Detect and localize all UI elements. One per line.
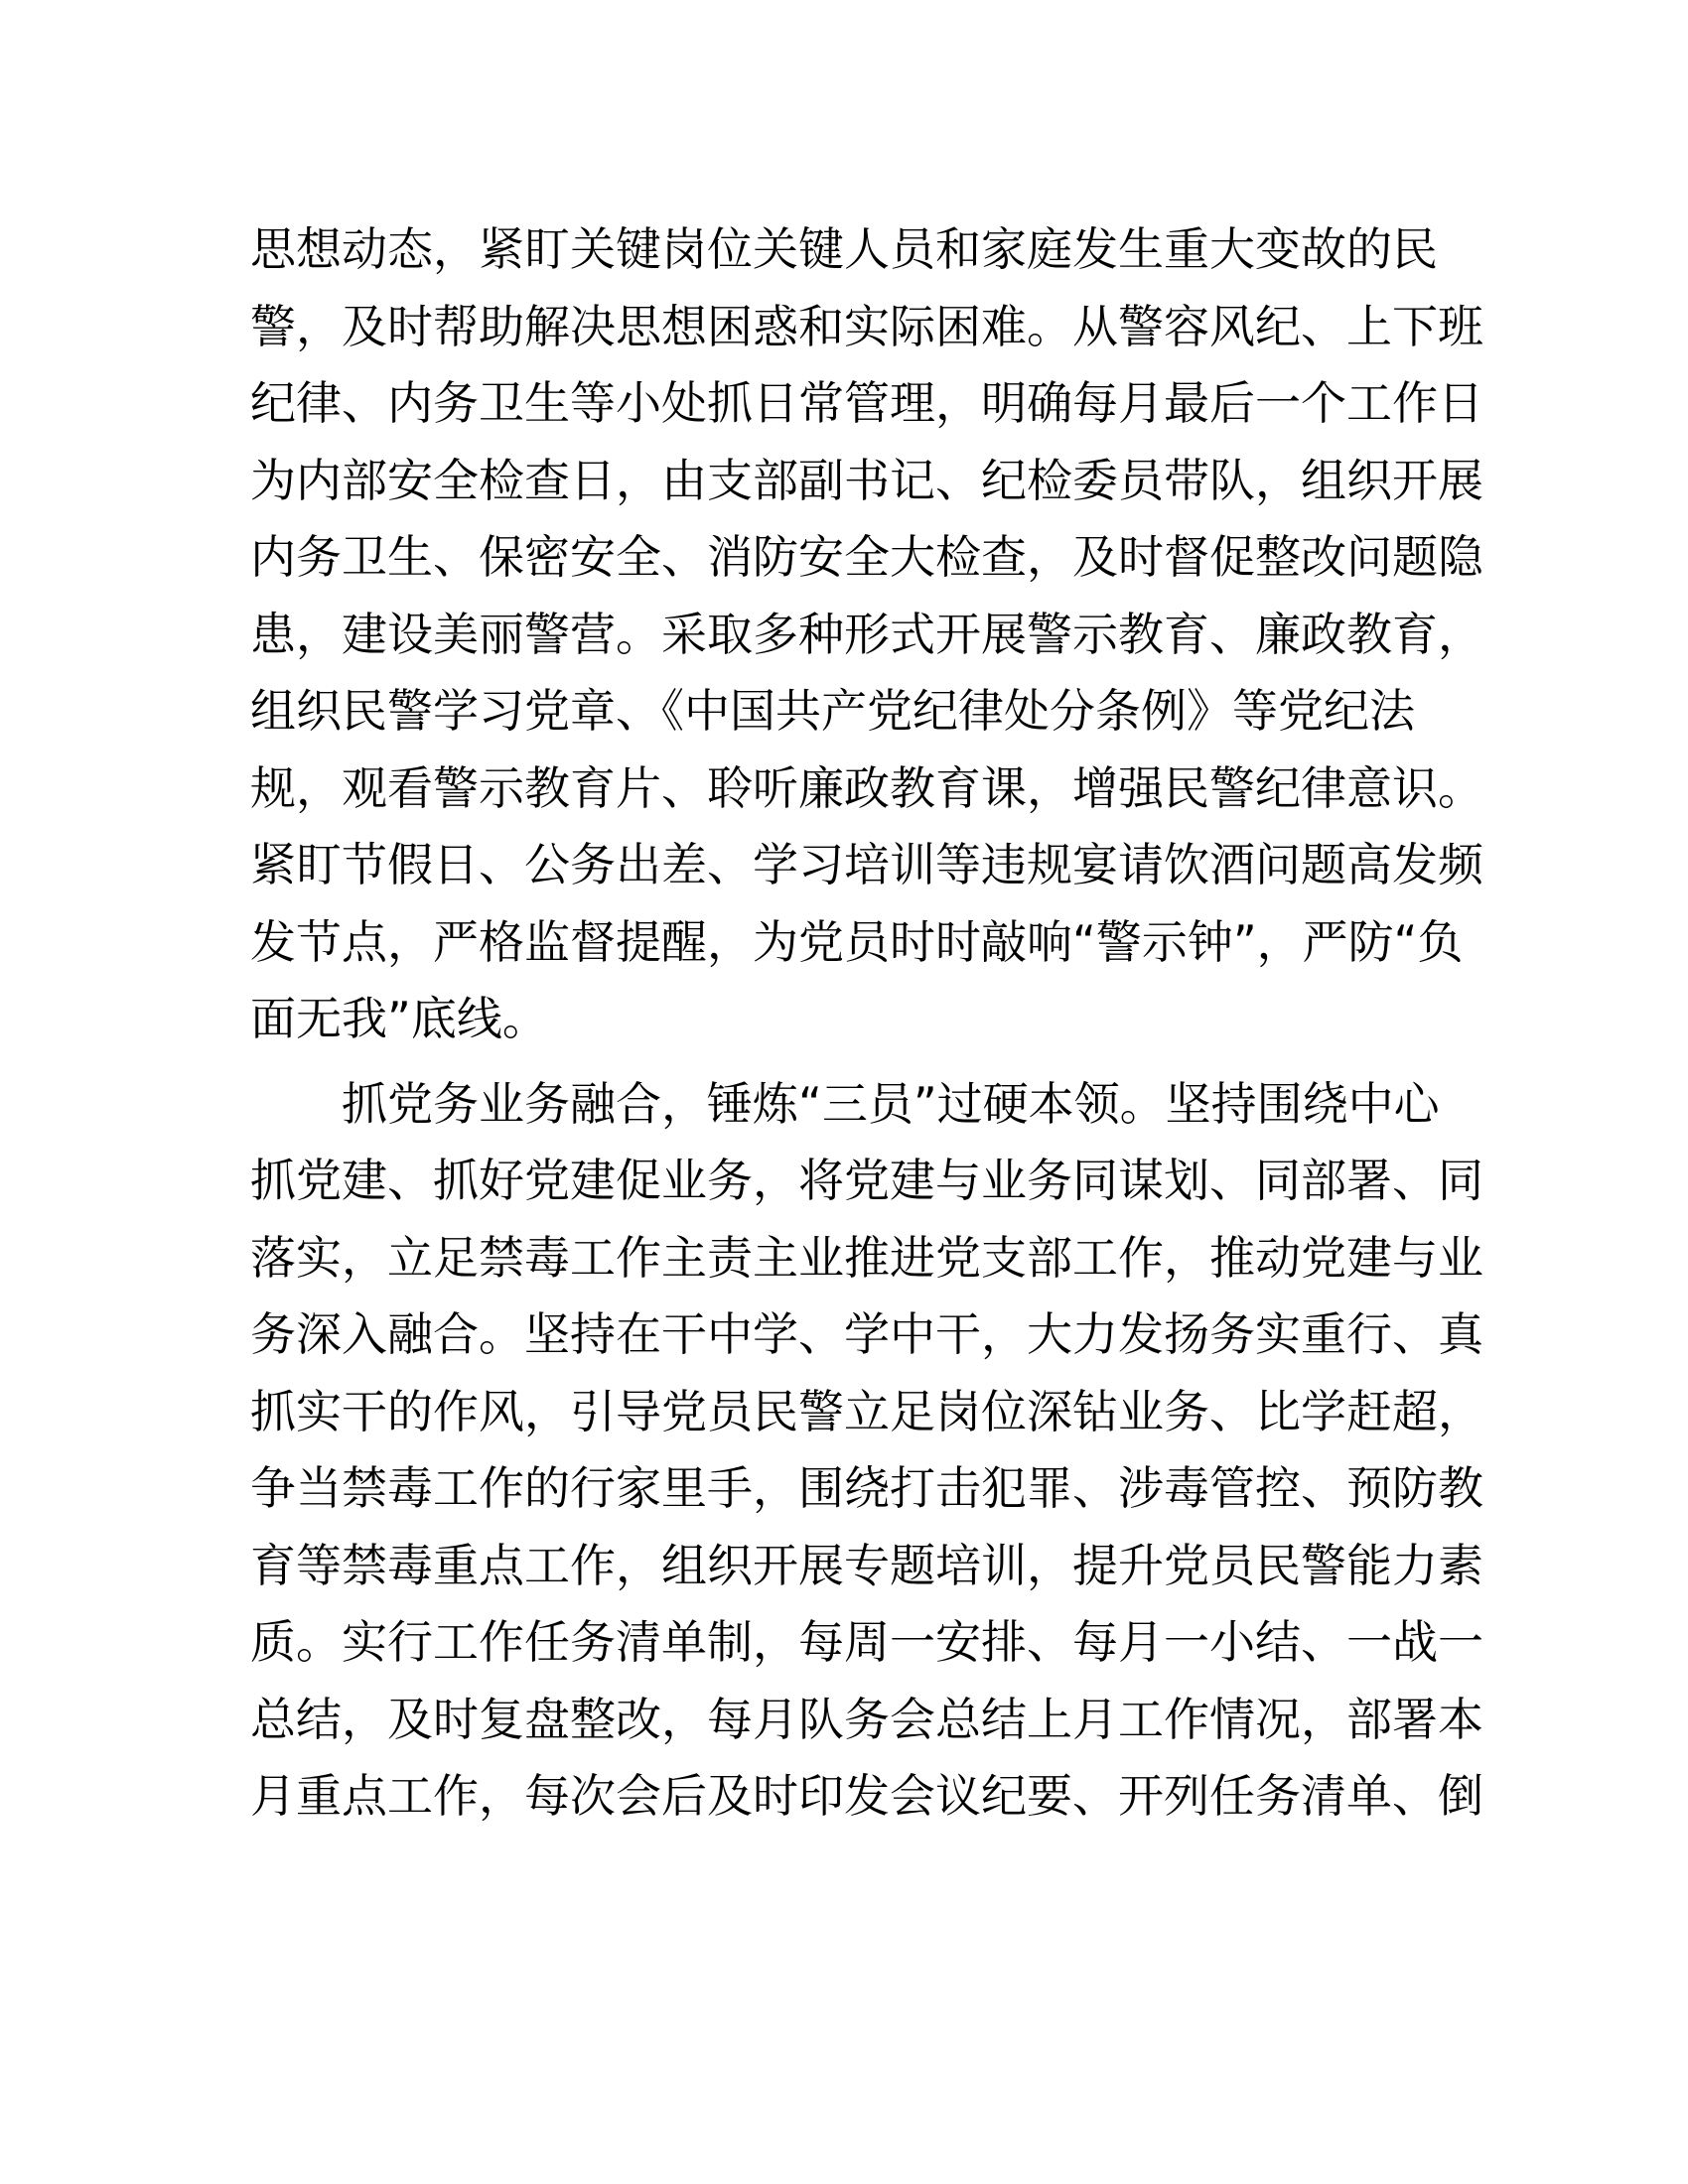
text-line: 患，建设美丽警营。采取多种形式开展警示教育、廉政教育， [250,607,1483,661]
text-line: 面无我”底线。 [250,992,548,1045]
text-line: 警，及时帮助解决思想困惑和实际困难。从警容风纪、上下班 [250,299,1483,353]
text-line: 育等禁毒重点工作，组织开展专题培训，提升党员民警能力素 [250,1538,1483,1592]
text-line: 思想动态，紧盯关键岗位关键人员和家庭发生重大变故的民 [250,222,1438,276]
text-line: 抓党务业务融合，锤炼“三员”过硬本领。坚持围绕中心 [250,1076,1440,1131]
text-line: 质。实行工作任务清单制，每周一安排、每月一小结、一战一 [250,1615,1483,1669]
text-line: 务深入融合。坚持在干中学、学中干，大力发扬务实重行、真 [250,1307,1483,1361]
text-line: 抓实干的作风，引导党员民警立足岗位深钻业务、比学赶超， [250,1384,1483,1438]
text-line: 发节点，严格监督提醒，为党员时时敲响“警示钟”，严防“负 [250,914,1464,969]
text-line: 内务卫生、保密安全、消防安全大检查，及时督促整改问题隐 [250,530,1483,584]
text-line: 总结，及时复盘整改，每月队务会总结上月工作情况，部署本 [250,1692,1483,1746]
text-line: 纪律、内务卫生等小处抓日常管理，明确每月最后一个工作日 [250,376,1483,430]
text-line: 规，观看警示教育片、聆听廉政教育课，增强民警纪律意识。 [250,760,1483,815]
text-line: 组织民警学习党章、《中国共产党纪律处分条例》等党纪法 [250,684,1415,738]
text-line: 为内部安全检查日，由支部副书记、纪检委员带队，组织开展 [250,453,1483,507]
text-line: 月重点工作，每次会后及时印发会议纪要、开列任务清单、倒 [250,1769,1483,1823]
body-text [250,211,1483,1836]
text-line: 紧盯节假日、公务出差、学习培训等违规宴请饮酒问题高发频 [250,838,1483,891]
text-line: 争当禁毒工作的行家里手，围绕打击犯罪、涉毒管控、预防教 [250,1461,1483,1515]
text-line: 落实，立足禁毒工作主责主业推进党支部工作，推动党建与业 [250,1230,1483,1285]
text-line: 抓党建、抓好党建促业务，将党建与业务同谋划、同部署、同 [250,1154,1483,1207]
paragraph-gap [250,1058,1442,1066]
